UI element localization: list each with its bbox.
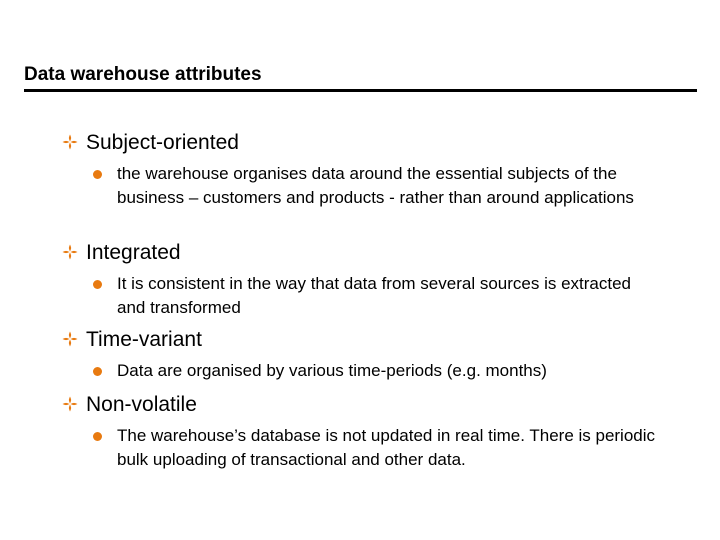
topic-label: Subject-oriented bbox=[86, 131, 239, 154]
section-time-variant bbox=[62, 327, 692, 383]
bullet-item bbox=[93, 359, 657, 383]
dot-bullet-icon bbox=[93, 367, 102, 376]
bullet-text: the warehouse organises data around the essential subjects of the business – customers and products - rather than around applications bbox=[117, 164, 634, 207]
diamond-bullet-icon bbox=[62, 396, 78, 412]
dot-bullet-icon bbox=[93, 432, 102, 441]
section-non-volatile bbox=[62, 392, 692, 472]
dot-bullet-icon bbox=[93, 280, 102, 289]
bullet-item bbox=[93, 424, 657, 472]
slide-title: Data warehouse attributes bbox=[24, 64, 262, 85]
topic-row bbox=[62, 240, 692, 268]
topic-label: Time-variant bbox=[86, 328, 202, 351]
section-subject-oriented bbox=[62, 130, 692, 210]
bullet-item bbox=[93, 162, 657, 210]
section-integrated bbox=[62, 240, 692, 320]
dot-bullet-icon bbox=[93, 170, 102, 179]
topic-row bbox=[62, 327, 692, 355]
diamond-bullet-icon bbox=[62, 244, 78, 260]
bullet-item bbox=[93, 272, 657, 320]
topic-label: Integrated bbox=[86, 241, 181, 264]
title-underline bbox=[24, 89, 697, 92]
bullet-text: It is consistent in the way that data from several sources is extracted and transformed bbox=[117, 274, 632, 317]
topic-row bbox=[62, 130, 692, 158]
topic-row bbox=[62, 392, 692, 420]
diamond-bullet-icon bbox=[62, 134, 78, 150]
bullet-text: Data are organised by various time-periods (e.g. months) bbox=[117, 361, 547, 380]
diamond-bullet-icon bbox=[62, 331, 78, 347]
topic-label: Non-volatile bbox=[86, 393, 197, 416]
bullet-text: The warehouse’s database is not updated in real time. There is periodic bulk uploading of transactional and other data. bbox=[117, 426, 656, 469]
